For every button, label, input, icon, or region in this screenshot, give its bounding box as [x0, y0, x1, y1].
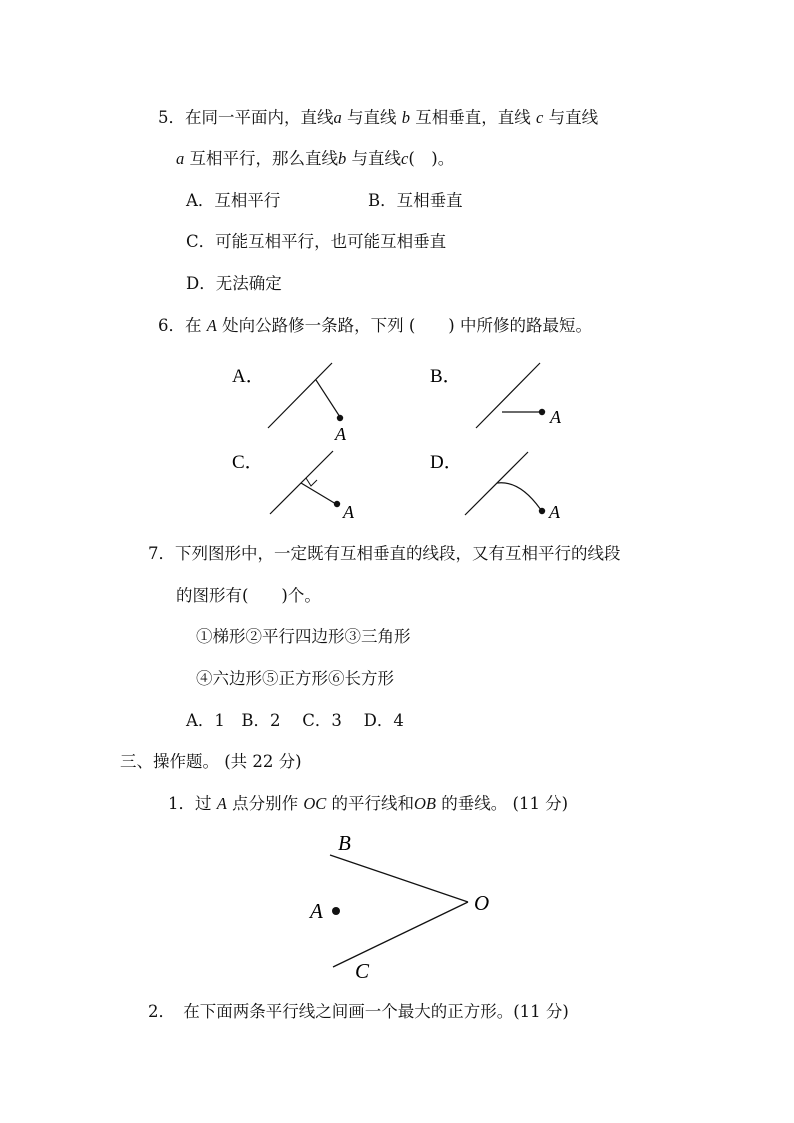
- q6-text: 在: [185, 316, 207, 335]
- op2-line: 2． 在下面两条平行线之间画一个最大的正方形。(11 分): [148, 1002, 569, 1021]
- op1-text: 的平行线和: [326, 794, 415, 813]
- q5-var-a: a: [176, 149, 185, 168]
- q5-text: 互相平行，那么直线: [184, 149, 338, 168]
- q5-var-c: c: [401, 149, 409, 168]
- q5-text: 在同一平面内，直线: [185, 108, 334, 127]
- point-a-label: A: [550, 407, 561, 427]
- op1-text: 的垂线。 (11 分): [436, 794, 569, 813]
- point-o-label: O: [474, 891, 490, 915]
- q7-options: A．1 B．2 C．3 D．4: [186, 711, 404, 730]
- section-3-title: 三、操作题。 (共 22 分): [120, 752, 302, 771]
- q5-var-b: b: [338, 149, 347, 168]
- op1-text: 过: [195, 794, 217, 813]
- q6-text: 处向公路修一条路，下列 ( ) 中所修的路最短。: [216, 316, 592, 335]
- q5-option-a: A．互相平行: [186, 191, 281, 210]
- point-a-label: A: [335, 424, 346, 444]
- q7-line-1: 7．下列图形中，一定既有互相垂直的线段，又有互相平行的线段: [148, 544, 621, 563]
- q5-var-c: c: [536, 108, 544, 127]
- op1-var-OB: OB: [414, 794, 437, 813]
- op1-var-OC: OC: [303, 794, 327, 813]
- q5-text: ( )。: [408, 149, 455, 168]
- q5-text: 与直线: [341, 108, 402, 127]
- q5-option-d: D．无法确定: [186, 274, 282, 293]
- point-a-label: A: [310, 899, 323, 923]
- q6-figure-c-label: C．: [232, 452, 264, 473]
- q5-var-b: b: [401, 108, 410, 127]
- q5-number: 5．: [158, 108, 185, 127]
- point-c-label: C: [355, 959, 370, 983]
- q7-line-2: 的图形有( )个。: [176, 586, 321, 605]
- ray-ob: [330, 855, 468, 902]
- q5-text: 互相垂直，直线: [410, 108, 536, 127]
- op1-number: 1．: [168, 794, 195, 813]
- q5-option-b: B．互相垂直: [368, 191, 463, 210]
- point-b-label: B: [338, 831, 351, 855]
- q5-var-a: a: [333, 108, 342, 127]
- q7-shapes-2: ④六边形⑤正方形⑥长方形: [196, 669, 394, 688]
- q6-var-A: A: [206, 316, 217, 335]
- q6-figure-b-label: B．: [430, 366, 462, 387]
- point-a-dot: [332, 907, 340, 915]
- q5-text: 与直线: [543, 108, 599, 127]
- q6-number: 6．: [158, 316, 185, 335]
- ray-oc: [333, 902, 468, 967]
- q6-figure-d-label: D．: [430, 452, 463, 473]
- q7-shapes-1: ①梯形②平行四边形③三角形: [196, 627, 411, 646]
- q5-option-c: C．可能互相平行，也可能互相垂直: [186, 232, 447, 251]
- q5-text: 与直线: [346, 149, 401, 168]
- q6-figure-a-label: A．: [232, 366, 265, 387]
- op1-var-A: A: [216, 794, 227, 813]
- point-a-label: A: [343, 502, 354, 522]
- op1-text: 点分别作: [226, 794, 304, 813]
- point-a-label: A: [549, 502, 560, 522]
